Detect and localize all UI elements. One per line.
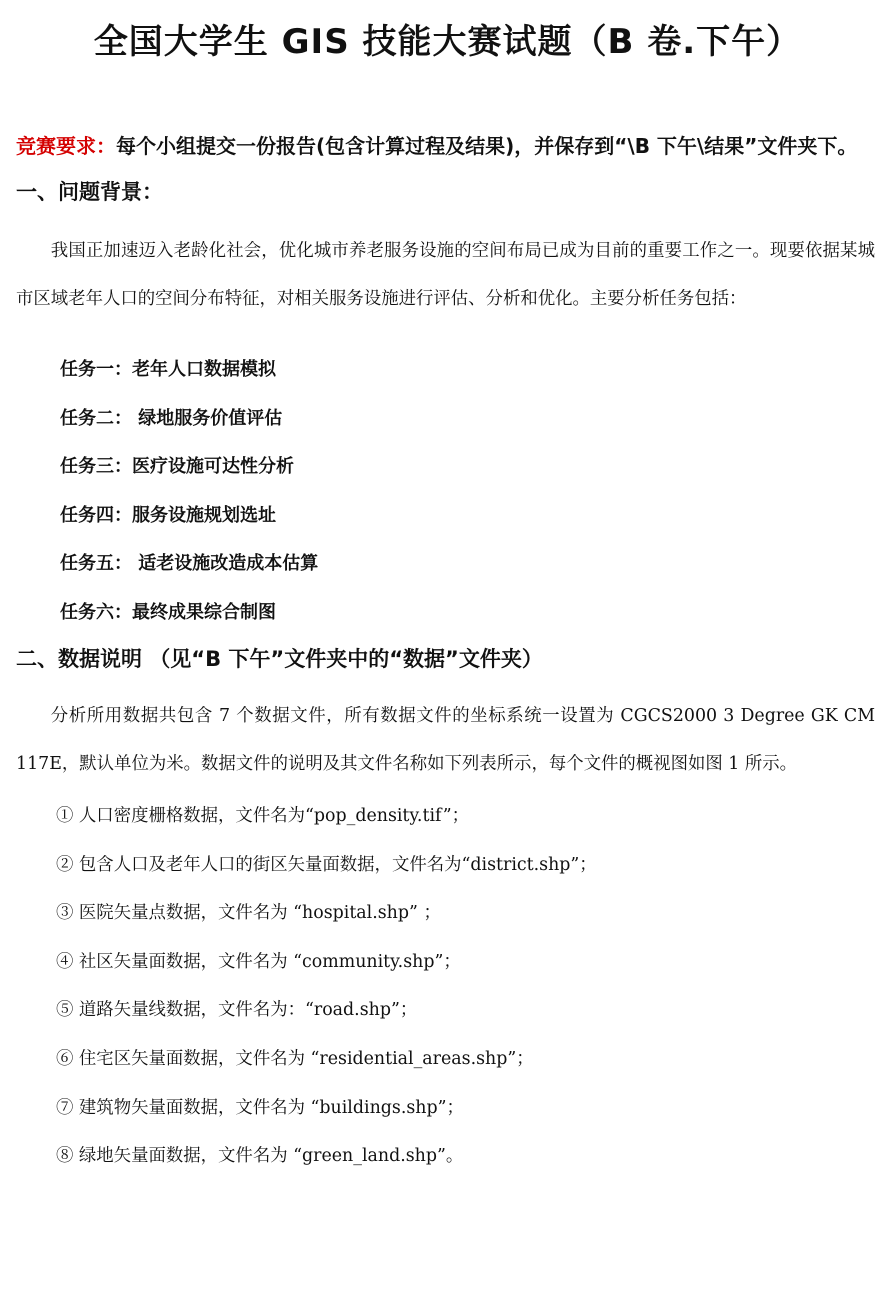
background-paragraph: 我国正加速迈入老龄化社会，优化城市养老服务设施的空间布局已成为目前的重要工作之一。现要依据某城市区域老年人口的空间分布特征，对相关服务设施进行评估、分析和优化。主要分析任务包括： — [16, 241, 875, 309]
data-file-item: ⑤ 道路矢量线数据，文件名为：“road.shp”； — [56, 1000, 418, 1021]
task-item: 任务三：医疗设施可达性分析 — [60, 456, 294, 477]
section-heading-data: 二、数据说明 （见“B 下午”文件夹中的“数据”文件夹） — [16, 647, 543, 671]
data-file-list — [16, 792, 879, 1181]
data-file-item: ① 人口密度栅格数据，文件名为“pop_density.tif”； — [56, 806, 470, 826]
task-list — [16, 346, 879, 637]
data-file-item: ④ 社区矢量面数据，文件名为 “community.shp”； — [56, 951, 461, 972]
requirement-text: 每个小组提交一份报告(包含计算过程及结果)，并保存到“\B 下午\结果”文件夹下。 — [116, 134, 858, 158]
task-item: 任务六：最终成果综合制图 — [60, 601, 276, 623]
data-file-item: ② 包含人口及老年人口的街区矢量面数据，文件名为“district.shp”； — [56, 854, 597, 875]
competition-requirement — [16, 126, 879, 167]
task-item: 任务四：服务设施规划选址 — [60, 504, 276, 526]
data-file-item: ⑦ 建筑物矢量面数据，文件名为 “buildings.shp”； — [56, 1097, 464, 1118]
exam-title: 全国大学生 GIS 技能大赛试题（B 卷.下午） — [93, 22, 802, 62]
requirement-label: 竞赛要求： — [16, 134, 116, 158]
data-file-item: ⑧ 绿地矢量面数据，文件名为 “green_land.shp”。 — [56, 1146, 464, 1167]
data-file-item: ③ 医院矢量点数据，文件名为 “hospital.shp” ； — [56, 903, 441, 924]
data-file-item: ⑥ 住宅区矢量面数据，文件名为 “residential_areas.shp”； — [56, 1048, 534, 1069]
data-description-paragraph: 分析所用数据共包含 7 个数据文件，所有数据文件的坐标系统一设置为 CGCS2000 3 Degree GK CM 117E，默认单位为米。数据文件的说明及其文件名称如下列表所示，每个文件的概视图如图 1 所示。 — [16, 706, 875, 774]
task-item: 任务五： 适老设施改造成本估算 — [60, 553, 319, 574]
task-item: 任务二： 绿地服务价值评估 — [60, 407, 283, 429]
section-heading-background: 一、问题背景： — [16, 180, 163, 204]
task-item: 任务一：老年人口数据模拟 — [60, 359, 276, 380]
